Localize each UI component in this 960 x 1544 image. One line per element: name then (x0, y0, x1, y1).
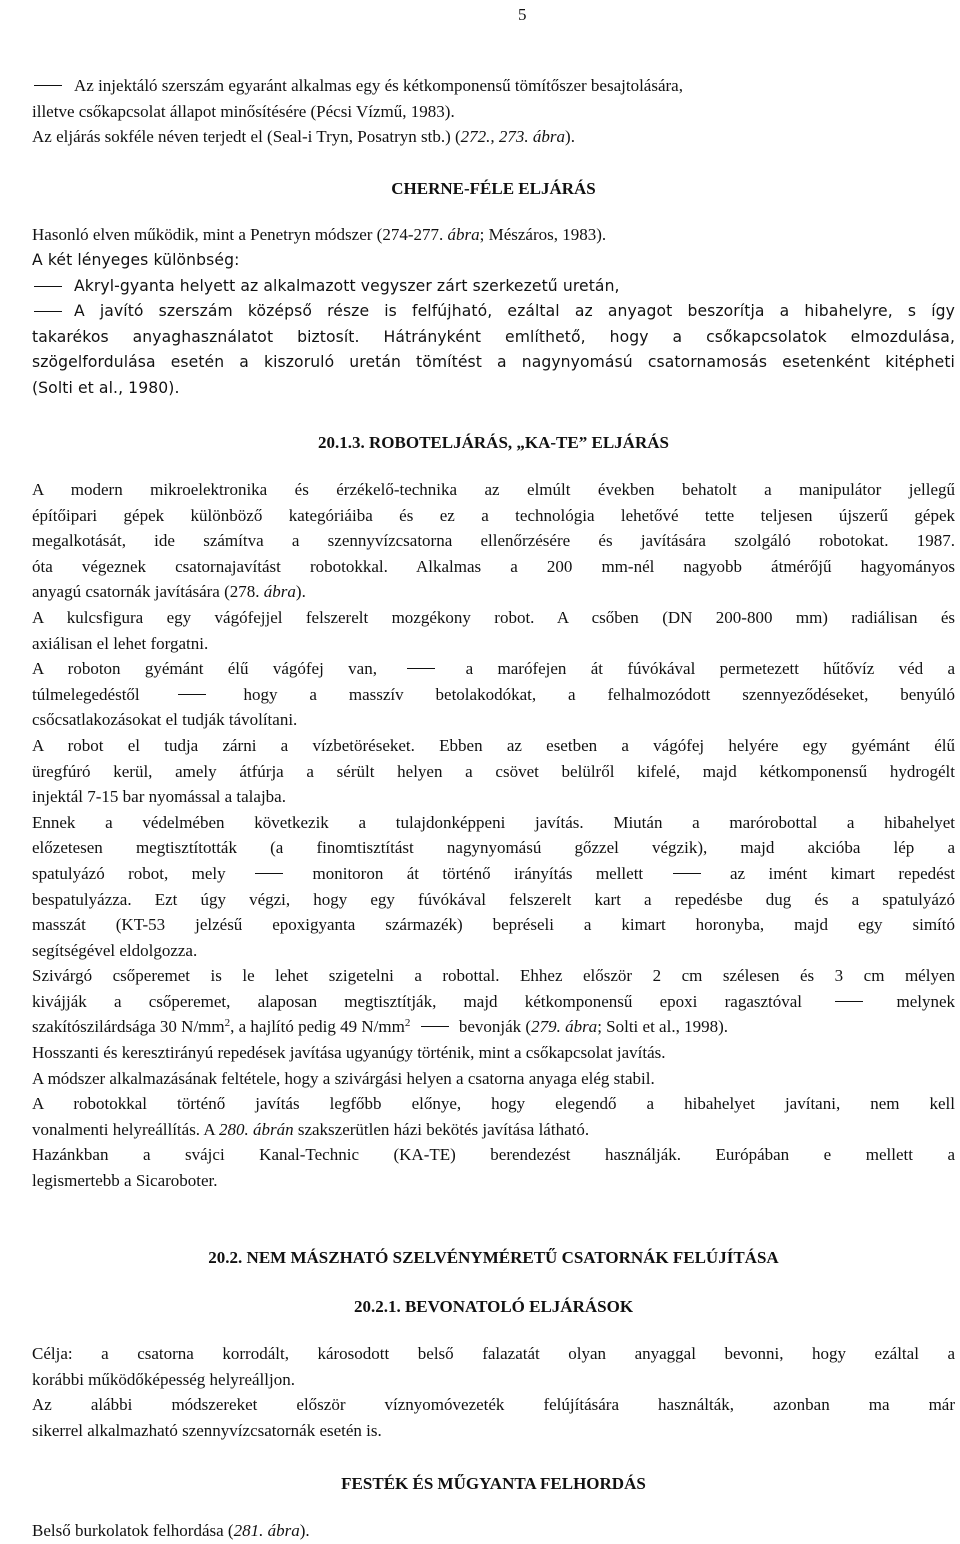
dash-mark (34, 85, 62, 86)
dash-mark (673, 873, 701, 874)
text-line: építőipari gépek különböző kategóriáiba és ez a technológia lehetővé tette teljesen újszerű gépek (32, 505, 955, 525)
text-line: A robotokkal történő javítás legfőbb előnye, hogy elegendő a hibahelyet javítani, nem kell (32, 1094, 955, 1114)
text-line: injektál 7-15 bar nyomással a talajba. (32, 787, 286, 807)
dash-item (32, 299, 955, 325)
cherne-block (32, 222, 955, 248)
text-line: A javító szerszám középső része is felfújható, ezáltal az anyagot beszorítja a hibahelyre, s így (74, 302, 955, 321)
text-line: sikerrel alkalmazható szennyvízcsatornák esetén is. (32, 1420, 382, 1440)
text-line: Az eljárás sokféle néven terjedt el (Seal-i Tryn, Posatryn stb.) (272., 273. ábra). (32, 127, 575, 147)
section-heading: CHERNE-FÉLE ELJÁRÁS (391, 179, 596, 198)
text-line: megalkotását, ide számítva a szennyvízcsatorna ellenőrzésére és javítására szolgáló robotokat. 1987. (32, 531, 955, 551)
text-line: A módszer alkalmazásának feltétele, hogy a szivárgási helyen a csatorna anyaga elég stabil. (32, 1068, 655, 1088)
dash-mark (421, 1026, 449, 1027)
text-line: előzetesen megtisztították (a finomtisztítást nagynyomású gőzzel végzik), majd akcióba lép a (32, 838, 955, 858)
dash-mark (34, 311, 62, 312)
dash-mark (835, 1001, 863, 1002)
text-line: bespatulyázza. Ezt úgy végzi, hogy egy fúvókával felszerelt kart a repedésbe dug és a spatulyázó (32, 889, 955, 909)
text-line: szögelfordulása esetén a kiszoruló uretán tömítést a nagynyomású csatornamosás esetenként kitépheti (32, 353, 955, 372)
text-line: A kulcsfigura egy vágófejjel felszerelt mozgékony robot. A csőben (DN 200-800 mm) radiálisan és (32, 607, 955, 627)
text-line: spatulyázó robot, mely monitoron át történő irányítás mellett az imént kimart repedést (32, 863, 956, 883)
text-line: takarékos anyaghasználatot biztosít. Hátrányként említhető, hogy a csőkapcsolatok elmozdulása, (32, 327, 955, 346)
text-line: Az alábbi módszereket először víznyomóvezeték felújítására használták, azonban ma már (32, 1395, 955, 1415)
text-line: Hasonló elven működik, mint a Penetryn módszer (274-277. ábra; Mészáros, 1983). (32, 225, 607, 244)
figure-ref: 280. ábrán (218, 1119, 294, 1139)
text-line: axiálisan el lehet forgatni. (32, 633, 209, 653)
text-line: Akryl-gyanta helyett az alkalmazott vegyszer zárt szerkezetű uretán, (74, 276, 620, 295)
document-page (32, 0, 955, 1541)
text-line: vonalmenti helyreállítás. A 280. ábrán szakszerütlen házi bekötés javítása látható. (32, 1119, 590, 1139)
dash-mark (34, 286, 62, 287)
section-heading: 20.1.3. ROBOTELJÁRÁS, „KA-TE” ELJÁRÁS (318, 433, 669, 452)
text-line: A két lényeges különbség: (32, 251, 240, 269)
intro-block (32, 73, 955, 150)
text-line: Hosszanti és keresztirányú repedések javítása ugyanúgy történik, mint a csőkapcsolat javítás. (32, 1043, 666, 1063)
dash-mark (407, 668, 435, 669)
text-line: csőcsatlakozásokat el tudják távolítani. (32, 710, 298, 730)
figure-ref: 272., 273. ábra (460, 127, 566, 147)
figure-ref: 279. ábra (531, 1017, 598, 1037)
dash-mark (255, 873, 283, 874)
text-line: A modern mikroelektronika és érzékelő-technika az elmúlt években behatolt a manipulátor jellegű (32, 480, 955, 499)
text-line: kivájják a csőperemet, alaposan megtisztítják, majd kétkomponensű epoxi ragasztóval melynek (32, 991, 956, 1011)
text-line: üregfúró kerül, amely átfúrja a sérült helyen a csövet belülről kifelé, majd kétkomponensű hydrogélt (32, 761, 955, 781)
section2-last (32, 1518, 955, 1544)
figure-ref: ábra (263, 582, 296, 602)
text-line: A roboton gyémánt élű vágófej van, a marófejen át fúvókával permetezett hűtővíz véd a (32, 659, 956, 679)
text-line: masszát (KT-53 jelzésű epoxigyanta származék) bepréseli a kimart horonyba, majd egy simító (32, 915, 955, 935)
figure-ref: 281. ábra (233, 1521, 300, 1540)
text-line: Ennek a védelmében következik a tulajdonképpeni javítás. Miután a marórobottal a hibahelyet (32, 812, 955, 832)
text-line: Az injektáló szerszám egyaránt alkalmas egy és kétkomponensű tömítőszer besajtolására, (74, 76, 683, 95)
text-line: A robot el tudja zárni a vízbetöréseket. Ebben az esetben a vágófej helyére egy gyémánt élű (32, 735, 955, 755)
text-line: szakítószilárdsága 30 $N/mm^2$, a hajlító pedig 49 $N/mm^2$ bevonják (279. ábra; Solti et al., 1998). (32, 1017, 728, 1037)
text-line: (Solti et al., 1980). (32, 378, 180, 397)
text-line: anyagú csatornák javítására (278. ábra). (32, 582, 306, 602)
dash-item (32, 73, 955, 99)
cherne-diffs (32, 248, 955, 402)
page-number: 5 (518, 5, 527, 24)
text-line: Hazánkban a svájci Kanal-Technic (KA-TE) berendezést használják. Európában e mellett a (32, 1145, 955, 1165)
text-line: korábbi működőképesség helyreálljon. (32, 1369, 295, 1389)
subsection-heading: 20.2.1. BEVONATOLÓ ELJÁRÁSOK (353, 1297, 634, 1316)
text-line: segítségével eldolgozza. (32, 940, 198, 960)
robot-body (32, 477, 955, 1194)
dash-mark (178, 694, 206, 695)
text-line: Célja: a csatorna korrodált, károsodott belső falazatát olyan anyaggal bevonni, hogy ezáltal a (32, 1344, 955, 1363)
text-line: Belső burkolatok felhordása (281. ábra). (32, 1521, 310, 1540)
section2-body (32, 1341, 955, 1443)
subsection-heading: FESTÉK ÉS MŰGYANTA FELHORDÁS (341, 1474, 646, 1493)
text-line: legismertebb a Sicaroboter. (32, 1171, 218, 1191)
text-line: illetve csőkapcsolat állapot minősítésére (Pécsi Vízmű, 1983). (32, 101, 455, 121)
text-line: Szivárgó csőperemet is le lehet szigetelni a robottal. Ehhez először 2 cm szélesen és 3 cm mélyen (32, 966, 955, 986)
figure-ref: ábra (447, 225, 480, 244)
text-line: óta végeznek csatornajavítást robotokkal. Alkalmas a 200 mm-nél nagyobb átmérőjű hagyományos (32, 556, 955, 576)
chapter-heading: 20.2. NEM MÁSZHATÓ SZELVÉNYMÉRETŰ CSATORNÁK FELÚJÍTÁSA (208, 1248, 779, 1267)
dash-item (32, 274, 955, 300)
text-line: túlmelegedéstől hogy a masszív betolakodókat, a felhalmozódott szennyeződéseket, benyúló (32, 684, 956, 704)
